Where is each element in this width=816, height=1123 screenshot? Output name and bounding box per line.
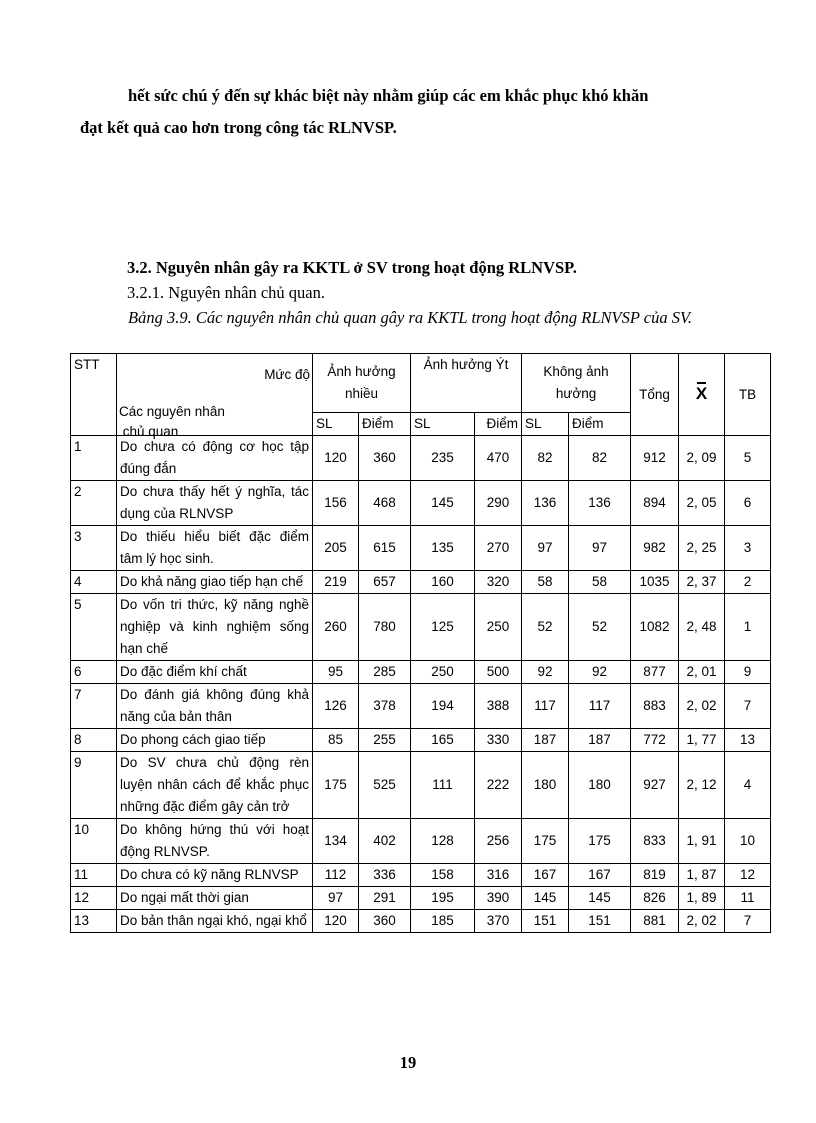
row-tong: 881 (631, 910, 679, 933)
row-mean: 2, 12 (679, 752, 725, 819)
row-cause: Do vốn tri thức, kỹ năng nghề nghiệp và kinh nghiệm sống hạn chế (117, 594, 313, 661)
row-d1: 402 (359, 819, 411, 864)
row-d3: 52 (569, 594, 631, 661)
row-sl1: 134 (313, 819, 359, 864)
row-stt: 6 (71, 661, 117, 684)
table-row (71, 887, 771, 910)
row-sl3: 187 (522, 729, 569, 752)
row-tong: 877 (631, 661, 679, 684)
row-stt: 5 (71, 594, 117, 661)
subsection-heading: 3.2.1. Nguyên nhân chủ quan. (127, 283, 325, 302)
table-row (71, 729, 771, 752)
x-bar-symbol: X (695, 384, 708, 403)
row-sl3: 136 (522, 481, 569, 526)
section-heading: 3.2. Nguyên nhân gây ra KKTL ở SV trong hoạt động RLNVSP. (127, 258, 577, 277)
row-d2: 270 (475, 526, 522, 571)
header-anh-huong-it: Ảnh hưởng Ýt (411, 354, 522, 413)
row-stt: 8 (71, 729, 117, 752)
row-mean: 2, 01 (679, 661, 725, 684)
header-diem-2: Điểm (475, 413, 522, 436)
row-stt: 11 (71, 864, 117, 887)
row-tong: 1035 (631, 571, 679, 594)
row-tong: 982 (631, 526, 679, 571)
row-tb: 13 (725, 729, 771, 752)
header-sl-3: SL (522, 413, 569, 436)
row-cause: Do chưa có kỹ năng RLNVSP (117, 864, 313, 887)
row-d2: 388 (475, 684, 522, 729)
header-muc-do: Mức độ (264, 367, 310, 382)
row-d3: 117 (569, 684, 631, 729)
row-d2: 370 (475, 910, 522, 933)
row-stt: 10 (71, 819, 117, 864)
row-tb: 6 (725, 481, 771, 526)
row-sl2: 125 (411, 594, 475, 661)
row-tb: 9 (725, 661, 771, 684)
row-d3: 187 (569, 729, 631, 752)
row-sl3: 97 (522, 526, 569, 571)
row-stt: 9 (71, 752, 117, 819)
row-cause: Do thiếu hiểu biết đặc điểm tâm lý học sinh. (117, 526, 313, 571)
table-row (71, 436, 771, 481)
row-sl1: 156 (313, 481, 359, 526)
row-sl2: 185 (411, 910, 475, 933)
row-sl1: 219 (313, 571, 359, 594)
table-row (71, 571, 771, 594)
row-d3: 145 (569, 887, 631, 910)
row-d2: 316 (475, 864, 522, 887)
row-sl2: 158 (411, 864, 475, 887)
row-stt: 4 (71, 571, 117, 594)
row-stt: 1 (71, 436, 117, 481)
row-sl3: 175 (522, 819, 569, 864)
header-khong-anh-huong: Không ảnh hưởng (522, 354, 631, 413)
table-row (71, 910, 771, 933)
row-sl2: 194 (411, 684, 475, 729)
row-cause: Do đánh giá không đúng khả năng của bản thân (117, 684, 313, 729)
row-d1: 657 (359, 571, 411, 594)
table-row (71, 684, 771, 729)
row-cause: Do không hứng thú với hoạt động RLNVSP. (117, 819, 313, 864)
row-d2: 330 (475, 729, 522, 752)
table-row (71, 661, 771, 684)
row-d1: 360 (359, 910, 411, 933)
row-mean: 2, 25 (679, 526, 725, 571)
table-row (71, 819, 771, 864)
row-tong: 883 (631, 684, 679, 729)
row-d2: 390 (475, 887, 522, 910)
row-sl3: 151 (522, 910, 569, 933)
row-sl3: 117 (522, 684, 569, 729)
row-sl2: 135 (411, 526, 475, 571)
row-d3: 167 (569, 864, 631, 887)
row-mean: 2, 37 (679, 571, 725, 594)
row-d3: 58 (569, 571, 631, 594)
row-d2: 250 (475, 594, 522, 661)
header-cac-nguyen-nhan: Các nguyên nhân chủ quan (119, 404, 225, 439)
intro-paragraph (80, 80, 736, 144)
row-d3: 82 (569, 436, 631, 481)
row-sl1: 175 (313, 752, 359, 819)
header-diagonal-cell (117, 354, 313, 439)
header-mean (679, 354, 725, 436)
row-d3: 136 (569, 481, 631, 526)
row-d3: 180 (569, 752, 631, 819)
row-sl1: 97 (313, 887, 359, 910)
row-tong: 894 (631, 481, 679, 526)
row-sl2: 250 (411, 661, 475, 684)
row-tb: 10 (725, 819, 771, 864)
row-mean: 2, 02 (679, 910, 725, 933)
row-cause: Do SV chưa chủ động rèn luyện nhân cách để khắc phục những đặc điểm gây cản trở (117, 752, 313, 819)
row-tb: 2 (725, 571, 771, 594)
row-d2: 500 (475, 661, 522, 684)
row-mean: 1, 89 (679, 887, 725, 910)
row-tb: 3 (725, 526, 771, 571)
row-d3: 97 (569, 526, 631, 571)
table-row (71, 594, 771, 661)
row-d2: 320 (475, 571, 522, 594)
row-sl2: 195 (411, 887, 475, 910)
header-sl-1: SL (313, 413, 359, 436)
table-row (71, 526, 771, 571)
row-mean: 1, 87 (679, 864, 725, 887)
page-number: 19 (399, 1053, 417, 1072)
row-sl1: 95 (313, 661, 359, 684)
row-d2: 256 (475, 819, 522, 864)
row-tong: 1082 (631, 594, 679, 661)
header-sl-2: SL (411, 413, 475, 436)
row-stt: 2 (71, 481, 117, 526)
row-d2: 290 (475, 481, 522, 526)
row-stt: 7 (71, 684, 117, 729)
row-sl3: 58 (522, 571, 569, 594)
header-stt: STT (71, 354, 117, 436)
row-cause: Do ngại mất thời gian (117, 887, 313, 910)
row-sl2: 160 (411, 571, 475, 594)
header-diem-1: Điểm (359, 413, 411, 436)
row-sl2: 111 (411, 752, 475, 819)
header-diem-3: Điểm (569, 413, 631, 436)
row-d1: 336 (359, 864, 411, 887)
row-tong: 912 (631, 436, 679, 481)
row-d3: 151 (569, 910, 631, 933)
header-tb: TB (725, 354, 771, 436)
row-tong: 772 (631, 729, 679, 752)
row-d1: 525 (359, 752, 411, 819)
row-tong: 819 (631, 864, 679, 887)
intro-line-1: hết sức chú ý đến sự khác biệt này nhằm giúp các em khắc phục khó khăn (128, 86, 649, 105)
row-tb: 7 (725, 910, 771, 933)
row-d1: 360 (359, 436, 411, 481)
row-cause: Do chưa thấy hết ý nghĩa, tác dụng của RLNVSP (117, 481, 313, 526)
row-mean: 2, 05 (679, 481, 725, 526)
row-d1: 615 (359, 526, 411, 571)
header-anh-huong-nhieu: Ảnh hưởng nhiều (313, 354, 411, 413)
row-d1: 378 (359, 684, 411, 729)
row-stt: 13 (71, 910, 117, 933)
row-sl3: 52 (522, 594, 569, 661)
row-d2: 222 (475, 752, 522, 819)
row-d3: 175 (569, 819, 631, 864)
row-mean: 2, 09 (679, 436, 725, 481)
row-d1: 468 (359, 481, 411, 526)
row-sl3: 180 (522, 752, 569, 819)
causes-table (70, 353, 771, 933)
header-tong: Tổng (631, 354, 679, 436)
intro-line-2: đạt kết quả cao hơn trong công tác RLNVSP. (80, 118, 397, 137)
row-tb: 12 (725, 864, 771, 887)
row-sl1: 126 (313, 684, 359, 729)
row-sl3: 145 (522, 887, 569, 910)
row-cause: Do phong cách giao tiếp (117, 729, 313, 752)
row-sl1: 260 (313, 594, 359, 661)
row-sl2: 165 (411, 729, 475, 752)
row-tb: 1 (725, 594, 771, 661)
row-sl1: 120 (313, 436, 359, 481)
row-cause: Do chưa có động cơ học tập đúng đắn (117, 436, 313, 481)
row-cause: Do khả năng giao tiếp hạn chế (117, 571, 313, 594)
table-row (71, 752, 771, 819)
table-row (71, 864, 771, 887)
row-stt: 3 (71, 526, 117, 571)
row-sl3: 92 (522, 661, 569, 684)
table-caption: Bảng 3.9. Các nguyên nhân chủ quan gây ra KKTL trong hoạt động RLNVSP của SV. (128, 308, 693, 327)
row-d1: 285 (359, 661, 411, 684)
row-d2: 470 (475, 436, 522, 481)
row-tong: 826 (631, 887, 679, 910)
row-mean: 2, 48 (679, 594, 725, 661)
row-mean: 1, 91 (679, 819, 725, 864)
row-sl2: 145 (411, 481, 475, 526)
row-sl2: 128 (411, 819, 475, 864)
row-cause: Do đặc điểm khí chất (117, 661, 313, 684)
row-stt: 12 (71, 887, 117, 910)
header-row-1 (71, 354, 771, 413)
row-tb: 11 (725, 887, 771, 910)
row-sl1: 112 (313, 864, 359, 887)
row-mean: 2, 02 (679, 684, 725, 729)
row-sl2: 235 (411, 436, 475, 481)
table-row (71, 481, 771, 526)
row-cause: Do bản thân ngại khó, ngại khổ (117, 910, 313, 933)
row-sl1: 120 (313, 910, 359, 933)
row-d1: 780 (359, 594, 411, 661)
row-sl3: 167 (522, 864, 569, 887)
row-sl3: 82 (522, 436, 569, 481)
row-tb: 5 (725, 436, 771, 481)
row-tb: 7 (725, 684, 771, 729)
row-tong: 833 (631, 819, 679, 864)
row-mean: 1, 77 (679, 729, 725, 752)
row-d1: 291 (359, 887, 411, 910)
row-d3: 92 (569, 661, 631, 684)
row-tb: 4 (725, 752, 771, 819)
row-sl1: 85 (313, 729, 359, 752)
row-tong: 927 (631, 752, 679, 819)
row-sl1: 205 (313, 526, 359, 571)
row-d1: 255 (359, 729, 411, 752)
